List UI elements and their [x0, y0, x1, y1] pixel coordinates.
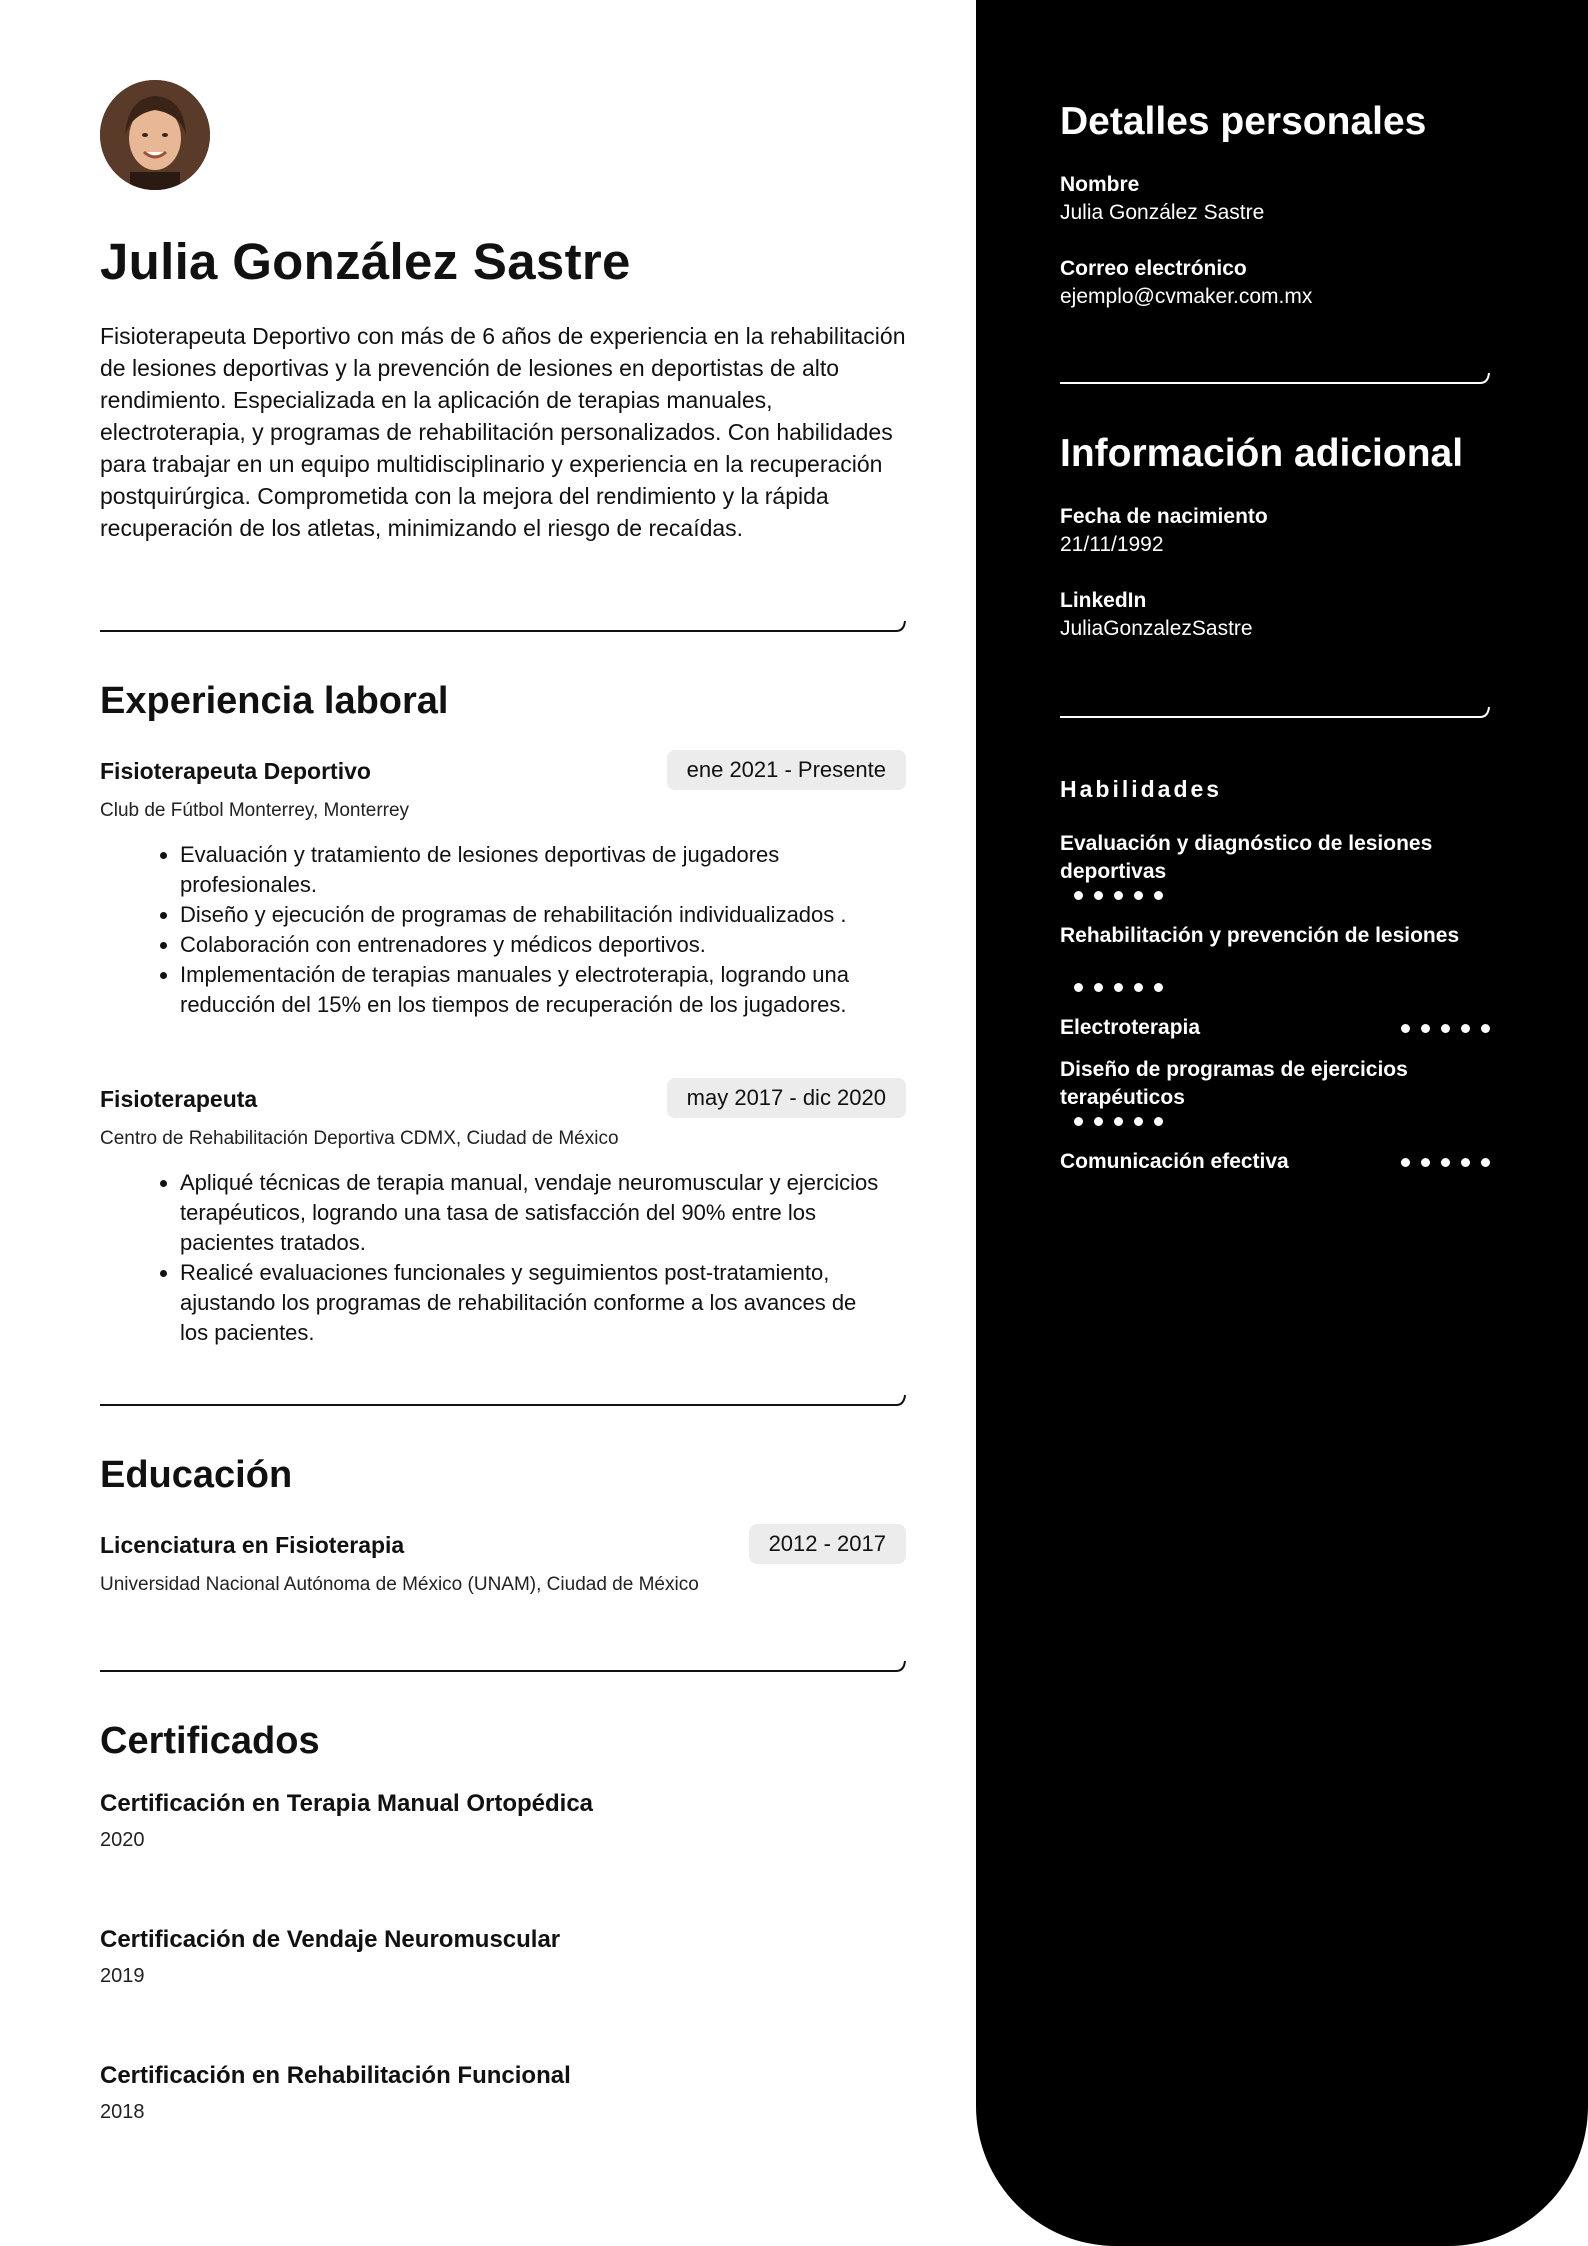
skill-name: Diseño de programas de ejercicios terapéuticos [1060, 1058, 1408, 1109]
date-badge: 2012 - 2017 [749, 1524, 906, 1564]
skill-dot [1461, 1024, 1470, 1033]
skill-rating [1074, 891, 1163, 900]
skill-dot [1481, 1158, 1490, 1167]
date-badge: may 2017 - dic 2020 [667, 1078, 906, 1118]
bullet-item: • Realicé evaluaciones funcionales y seguimientos post-tratamiento, ajustando los programas de rehabilitación conforme a los avances de los pacientes. [180, 1258, 890, 1348]
birthdate-value: 21/11/1992 [1060, 533, 1164, 556]
skill-dot [1114, 1117, 1123, 1126]
name-value: Julia González Sastre [1060, 201, 1265, 224]
email-label: Correo electrónico [1060, 257, 1247, 280]
degree-title: Licenciatura en Fisioterapia [100, 1532, 405, 1558]
certificate-year: 2019 [100, 1965, 145, 1987]
avatar [100, 80, 210, 190]
skill-dot [1441, 1158, 1450, 1167]
skill-dot [1481, 1024, 1490, 1033]
date-badge: ene 2021 - Presente [667, 750, 906, 790]
certificate-title: Certificación en Rehabilitación Funcional [100, 2062, 571, 2089]
skill-dot [1441, 1024, 1450, 1033]
linkedin-value: JuliaGonzalezSastre [1060, 617, 1253, 640]
skill-dot [1134, 983, 1143, 992]
skill-dot [1461, 1158, 1470, 1167]
skill-dot [1421, 1024, 1430, 1033]
skill-name: Evaluación y diagnóstico de lesiones deportivas [1060, 832, 1433, 883]
additional-info-title: Información adicional [1060, 432, 1464, 475]
job-bullets [100, 840, 890, 1020]
bullet-item: • Colaboración con entrenadores y médicos deportivos. [180, 930, 890, 960]
section-divider [100, 616, 906, 632]
sidebar-divider [1060, 368, 1490, 384]
school-name: Universidad Nacional Autónoma de México (UNAM), Ciudad de México [100, 1574, 699, 1595]
skill-dot [1114, 983, 1123, 992]
bullet-item: • Diseño y ejecución de programas de rehabilitación individualizados . [180, 900, 890, 930]
skill-dot [1074, 983, 1083, 992]
skill-name: Rehabilitación y prevención de lesiones [1060, 924, 1460, 947]
avatar-photo [100, 80, 210, 190]
email-value: ejemplo@cvmaker.com.mx [1060, 285, 1313, 308]
skill-dot [1154, 983, 1163, 992]
skill-dot [1094, 891, 1103, 900]
linkedin-label: LinkedIn [1060, 589, 1147, 612]
certificate-title: Certificación en Terapia Manual Ortopédica [100, 1790, 594, 1817]
job-bullets [100, 1168, 890, 1348]
certificate-year: 2020 [100, 1829, 145, 1851]
skill-rating [1401, 1158, 1490, 1167]
skill-dot [1074, 1117, 1083, 1126]
education-title: Educación [100, 1454, 293, 1496]
name-label: Nombre [1060, 173, 1140, 196]
certificate-year: 2018 [100, 2101, 145, 2123]
sidebar-divider [1060, 702, 1490, 718]
skill-dot [1134, 891, 1143, 900]
skill-item [1060, 922, 1490, 950]
sidebar [976, 0, 1588, 2246]
skill-dot [1154, 1117, 1163, 1126]
job-title: Fisioterapeuta [100, 1086, 258, 1112]
certificates-title: Certificados [100, 1720, 320, 1762]
skill-dot [1114, 891, 1123, 900]
skill-dot [1421, 1158, 1430, 1167]
skill-dot [1094, 983, 1103, 992]
skill-item [1060, 830, 1490, 886]
skill-dot [1074, 891, 1083, 900]
personal-details-title: Detalles personales [1060, 100, 1427, 143]
certificate-title: Certificación de Vendaje Neuromuscular [100, 1926, 561, 1953]
skill-item [1060, 1014, 1490, 1042]
skill-dot [1154, 891, 1163, 900]
skill-item [1060, 1148, 1490, 1176]
skill-rating [1074, 1117, 1163, 1126]
bullet-item: • Apliqué técnicas de terapia manual, vendaje neuromuscular y ejercicios terapéuticos, logrando una tasa de satisfacción del 90% entre los pacientes tratados. [180, 1168, 890, 1258]
section-divider [100, 1390, 906, 1406]
section-divider [100, 1656, 906, 1672]
bullet-item: • Evaluación y tratamiento de lesiones deportivas de jugadores profesionales. [180, 840, 890, 900]
skills-title: Habilidades [1060, 776, 1223, 802]
birthdate-label: Fecha de nacimiento [1060, 505, 1268, 528]
skill-dot [1401, 1158, 1410, 1167]
skill-dot [1134, 1117, 1143, 1126]
bullet-item: • Implementación de terapias manuales y electroterapia, logrando una reducción del 15% en los tiempos de recuperación de los jugadores. [180, 960, 890, 1020]
skill-dot [1401, 1024, 1410, 1033]
skill-rating [1074, 983, 1163, 992]
skill-item [1060, 1056, 1490, 1112]
skill-name: Electroterapia [1060, 1016, 1201, 1039]
skill-rating [1401, 1024, 1490, 1033]
job-employer: Club de Fútbol Monterrey, Monterrey [100, 800, 410, 821]
profile-summary: Fisioterapeuta Deportivo con más de 6 años de experiencia en la rehabilitación de lesiones deportivas y la prevención de lesiones en deportistas de alto rendimiento. Especializada en la aplicación de terapias manuales, electroterapia, y programas de rehabilitación personalizados. Con habilidades para trabajar en un equipo multidisciplinario y experiencia en la recuperación postquirúrgica. Comprometida con la mejora del rendimiento y la rápida recuperación de los atletas, minimizando el riesgo de recaídas. [100, 323, 906, 541]
skill-name: Comunicación efectiva [1060, 1150, 1289, 1173]
job-employer: Centro de Rehabilitación Deportiva CDMX, Ciudad de México [100, 1128, 619, 1149]
skill-dot [1094, 1117, 1103, 1126]
experience-title: Experiencia laboral [100, 680, 449, 722]
job-title: Fisioterapeuta Deportivo [100, 758, 371, 784]
candidate-name: Julia González Sastre [100, 233, 631, 290]
